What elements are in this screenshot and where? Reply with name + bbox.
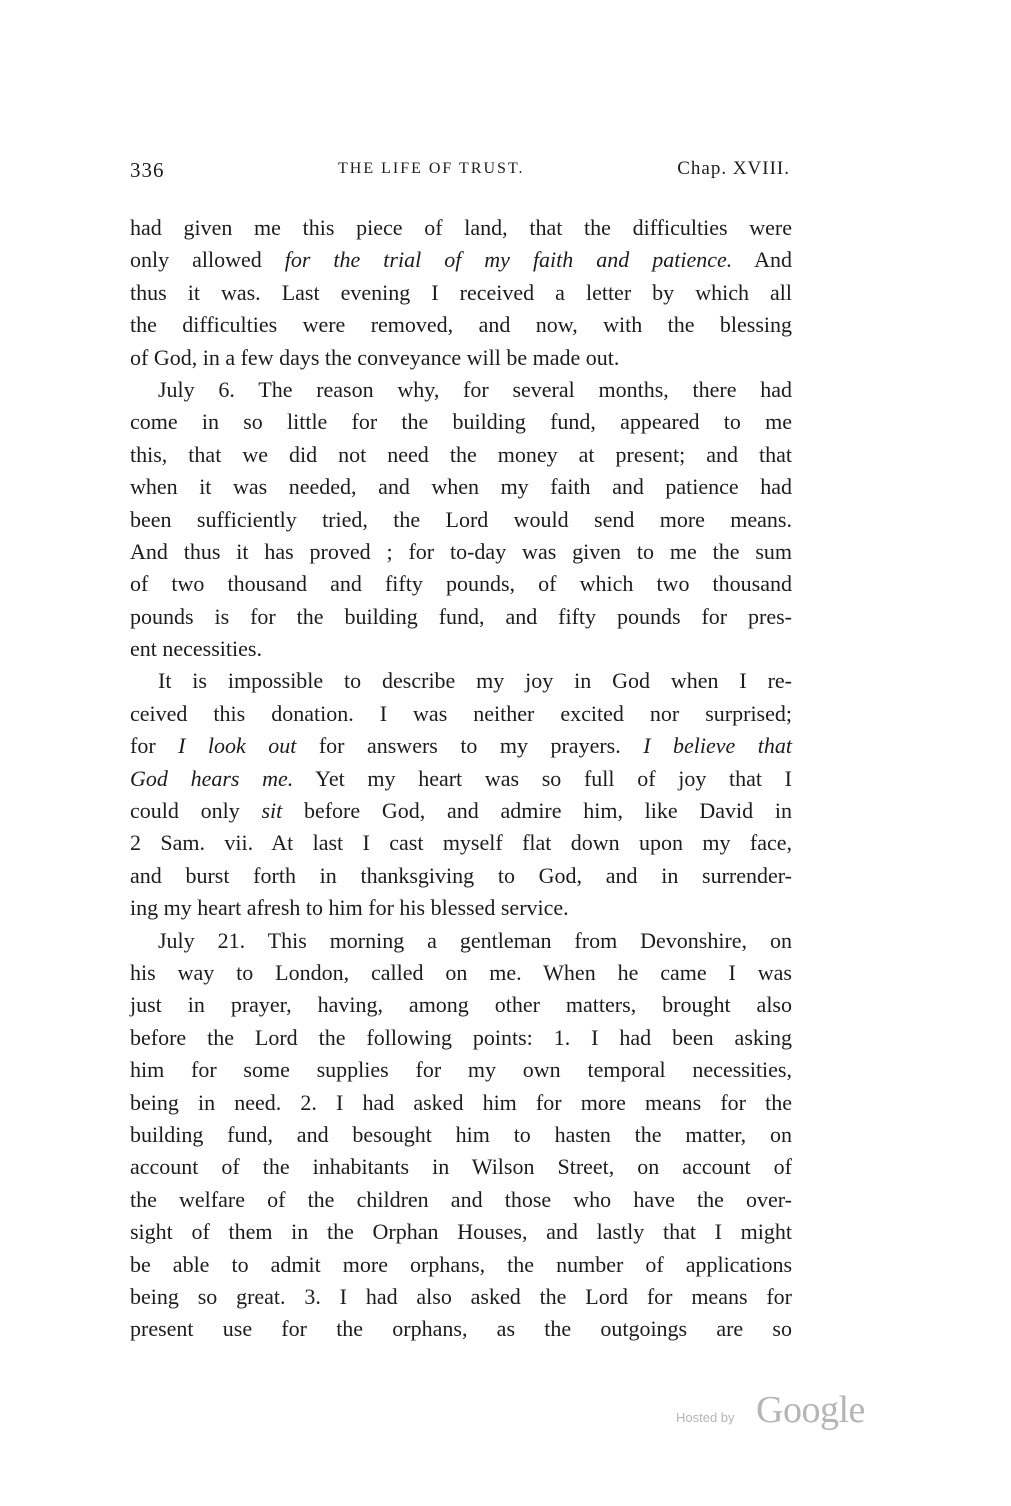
text-run: the welfare of the children and those who have the over- bbox=[130, 1186, 792, 1212]
text-run: 2 Sam. vii. At last I cast myself flat down upon my face, bbox=[130, 830, 792, 856]
text-run: had given me this piece of land, that the difficulties were bbox=[130, 215, 792, 240]
body-text bbox=[130, 212, 792, 1346]
text-line bbox=[130, 212, 792, 244]
text-line bbox=[130, 698, 792, 730]
text-run: ceived this donation. I was neither excited nor surprised; bbox=[130, 700, 792, 726]
text-line bbox=[130, 1022, 792, 1054]
italic-text: God hears me. bbox=[130, 765, 294, 791]
text-line bbox=[130, 1281, 792, 1313]
text-run: be able to admit more orphans, the number of applications bbox=[130, 1251, 792, 1277]
text-run: just in prayer, having, among other matters, brought also bbox=[130, 992, 792, 1018]
text-line bbox=[130, 244, 792, 276]
text-line bbox=[130, 568, 792, 600]
page-header bbox=[130, 158, 790, 188]
text-line bbox=[130, 1184, 792, 1216]
text-line bbox=[130, 795, 792, 827]
text-line bbox=[130, 406, 792, 438]
text-line bbox=[130, 1151, 792, 1183]
text-run: of two thousand and fifty pounds, of which two thousand bbox=[130, 571, 792, 597]
text-line bbox=[130, 892, 792, 924]
text-run: It is impossible to describe my joy in God when I re- bbox=[158, 668, 792, 694]
text-run: ing my heart afresh to him for his blessed service. bbox=[130, 895, 569, 921]
text-line bbox=[130, 827, 792, 859]
hosted-by-google-watermark bbox=[676, 1388, 886, 1438]
text-line bbox=[130, 504, 792, 536]
text-run: when it was needed, and when my faith and patience had bbox=[130, 474, 792, 500]
text-run: could only bbox=[130, 798, 262, 824]
text-run: before God, and admire him, like David in bbox=[282, 798, 792, 824]
text-run: And thus it has proved ; for to-day was given to me the sum bbox=[130, 538, 792, 564]
text-run: sight of them in the Orphan Houses, and lastly that I might bbox=[130, 1219, 792, 1245]
text-run: and burst forth in thanksgiving to God, and in surrender- bbox=[130, 862, 792, 888]
text-line bbox=[130, 925, 792, 957]
text-line bbox=[130, 1054, 792, 1086]
text-run: being in need. 2. I had asked him for more means for the bbox=[130, 1089, 792, 1115]
text-run: ent necessities. bbox=[130, 636, 262, 662]
text-line bbox=[130, 601, 792, 633]
text-run: the difficulties were removed, and now, with the blessing bbox=[130, 312, 792, 338]
text-run: for bbox=[130, 733, 179, 759]
running-title: THE LIFE OF TRUST. bbox=[338, 160, 525, 177]
text-line bbox=[130, 957, 792, 989]
chapter-label: Chap. XVIII. bbox=[677, 158, 790, 179]
text-line bbox=[130, 342, 792, 374]
text-run: before the Lord the following points: 1. I had been asking bbox=[130, 1024, 792, 1050]
text-run: this, that we did not need the money at present; and that bbox=[130, 441, 792, 467]
page-number: 336 bbox=[130, 158, 165, 182]
italic-text: for the trial of my faith and patience. bbox=[284, 247, 733, 273]
text-run: his way to London, called on me. When he came I was bbox=[130, 959, 792, 985]
text-line bbox=[130, 471, 792, 503]
hosted-by-text: Hosted by bbox=[676, 1410, 735, 1425]
text-line bbox=[130, 860, 792, 892]
text-run: building fund, and besought him to hasten the matter, on bbox=[130, 1121, 792, 1147]
text-run: Yet my heart was so full of joy that I bbox=[293, 765, 792, 791]
text-line bbox=[130, 277, 792, 309]
text-line bbox=[130, 536, 792, 568]
text-run: only allowed bbox=[130, 247, 285, 273]
text-line bbox=[130, 309, 792, 341]
text-run: him for some supplies for my own temporal necessities, bbox=[130, 1057, 792, 1083]
text-run: being so great. 3. I had also asked the Lord for means for bbox=[130, 1283, 792, 1309]
text-line bbox=[130, 1119, 792, 1151]
text-run: And bbox=[732, 247, 792, 273]
text-run: present use for the orphans, as the outgoings are so bbox=[130, 1316, 792, 1342]
text-line bbox=[130, 1087, 792, 1119]
text-run: account of the inhabitants in Wilson Street, on account of bbox=[130, 1154, 792, 1180]
text-run: pounds is for the building fund, and fifty pounds for pres- bbox=[130, 603, 792, 629]
text-line bbox=[130, 1249, 792, 1281]
text-line bbox=[130, 439, 792, 471]
text-line bbox=[130, 989, 792, 1021]
text-line bbox=[130, 374, 792, 406]
text-run: been sufficiently tried, the Lord would send more means. bbox=[130, 506, 792, 532]
italic-text: sit bbox=[261, 798, 283, 824]
text-line bbox=[130, 730, 792, 762]
italic-text: I look out bbox=[178, 733, 297, 759]
italic-text: I believe that bbox=[643, 733, 792, 759]
text-run: July 21. This morning a gentleman from Devonshire, on bbox=[158, 927, 792, 953]
text-line bbox=[130, 633, 792, 665]
text-run: thus it was. Last evening I received a letter by which all bbox=[130, 279, 792, 305]
text-line bbox=[130, 763, 792, 795]
text-run: come in so little for the building fund, appeared to me bbox=[130, 409, 792, 435]
text-run: July 6. The reason why, for several months, there had bbox=[158, 376, 792, 402]
google-logo: Google bbox=[756, 1389, 865, 1431]
text-line bbox=[130, 665, 792, 697]
text-run: for answers to my prayers. bbox=[296, 733, 644, 759]
text-run: of God, in a few days the conveyance will be made out. bbox=[130, 344, 620, 370]
text-line bbox=[130, 1313, 792, 1345]
text-line bbox=[130, 1216, 792, 1248]
